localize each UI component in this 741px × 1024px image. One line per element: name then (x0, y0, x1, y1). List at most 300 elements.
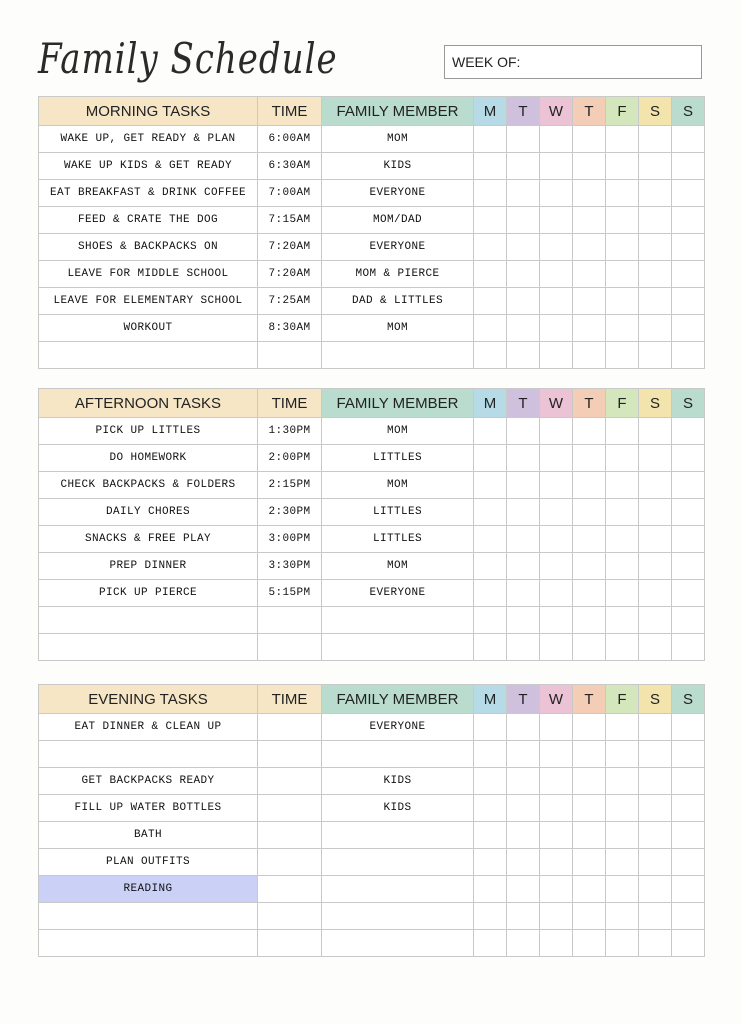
checkbox-sunday[interactable] (672, 499, 705, 526)
checkbox-wednesday[interactable] (540, 634, 573, 661)
checkbox-thursday[interactable] (573, 234, 606, 261)
family-member-column-header: FAMILY MEMBER (322, 685, 474, 714)
checkbox-wednesday[interactable] (540, 288, 573, 315)
checkbox-thursday[interactable] (573, 315, 606, 342)
member-cell[interactable]: LITTLES (322, 445, 474, 472)
checkbox-thursday[interactable] (573, 822, 606, 849)
checkbox-sunday[interactable] (672, 234, 705, 261)
checkbox-wednesday[interactable] (540, 234, 573, 261)
time-cell[interactable]: 2:00PM (258, 445, 322, 472)
day-header-thursday: T (573, 685, 606, 714)
time-cell[interactable]: 5:15PM (258, 580, 322, 607)
checkbox-wednesday[interactable] (540, 526, 573, 553)
checkbox-monday[interactable] (474, 499, 507, 526)
checkbox-friday[interactable] (606, 234, 639, 261)
checkbox-sunday[interactable] (672, 930, 705, 957)
time-cell[interactable]: 1:30PM (258, 418, 322, 445)
checkbox-monday[interactable] (474, 288, 507, 315)
week-of-field[interactable] (444, 45, 702, 79)
checkbox-saturday[interactable] (639, 234, 672, 261)
member-cell[interactable]: KIDS (322, 153, 474, 180)
time-cell[interactable]: 6:00AM (258, 126, 322, 153)
checkbox-monday[interactable] (474, 607, 507, 634)
task-row (39, 553, 705, 580)
checkbox-sunday[interactable] (672, 342, 705, 369)
checkbox-tuesday[interactable] (507, 472, 540, 499)
checkbox-thursday[interactable] (573, 126, 606, 153)
task-row (39, 634, 705, 661)
checkbox-sunday[interactable] (672, 607, 705, 634)
task-cell[interactable]: READING (39, 876, 258, 903)
member-cell[interactable]: EVERYONE (322, 180, 474, 207)
time-cell[interactable] (258, 342, 322, 369)
family-member-column-header: FAMILY MEMBER (322, 389, 474, 418)
task-cell[interactable]: PREP DINNER (39, 553, 258, 580)
checkbox-tuesday[interactable] (507, 288, 540, 315)
afternoon-tasks-table (38, 388, 705, 661)
member-cell[interactable]: EVERYONE (322, 714, 474, 741)
checkbox-thursday[interactable] (573, 153, 606, 180)
checkbox-tuesday[interactable] (507, 445, 540, 472)
task-cell[interactable]: BATH (39, 822, 258, 849)
checkbox-saturday[interactable] (639, 288, 672, 315)
checkbox-friday[interactable] (606, 822, 639, 849)
checkbox-friday[interactable] (606, 526, 639, 553)
checkbox-tuesday[interactable] (507, 795, 540, 822)
task-row (39, 526, 705, 553)
task-cell[interactable]: DAILY CHORES (39, 499, 258, 526)
member-cell[interactable] (322, 930, 474, 957)
checkbox-monday[interactable] (474, 234, 507, 261)
checkbox-wednesday[interactable] (540, 580, 573, 607)
checkbox-monday[interactable] (474, 714, 507, 741)
checkbox-saturday[interactable] (639, 903, 672, 930)
checkbox-saturday[interactable] (639, 553, 672, 580)
member-cell[interactable]: LITTLES (322, 499, 474, 526)
task-cell[interactable]: FEED & CRATE THE DOG (39, 207, 258, 234)
checkbox-friday[interactable] (606, 876, 639, 903)
time-cell[interactable] (258, 876, 322, 903)
morning-heading: MORNING TASKS (39, 97, 258, 126)
checkbox-tuesday[interactable] (507, 418, 540, 445)
task-cell[interactable] (39, 607, 258, 634)
member-cell[interactable]: DAD & LITTLES (322, 288, 474, 315)
checkbox-friday[interactable] (606, 418, 639, 445)
checkbox-thursday[interactable] (573, 180, 606, 207)
checkbox-wednesday[interactable] (540, 418, 573, 445)
checkbox-monday[interactable] (474, 153, 507, 180)
checkbox-friday[interactable] (606, 741, 639, 768)
checkbox-monday[interactable] (474, 315, 507, 342)
time-cell[interactable]: 7:25AM (258, 288, 322, 315)
task-cell[interactable]: DO HOMEWORK (39, 445, 258, 472)
checkbox-friday[interactable] (606, 553, 639, 580)
checkbox-saturday[interactable] (639, 472, 672, 499)
checkbox-saturday[interactable] (639, 207, 672, 234)
task-cell[interactable]: PICK UP LITTLES (39, 418, 258, 445)
checkbox-friday[interactable] (606, 315, 639, 342)
task-cell[interactable] (39, 342, 258, 369)
member-cell[interactable]: EVERYONE (322, 234, 474, 261)
checkbox-saturday[interactable] (639, 526, 672, 553)
checkbox-friday[interactable] (606, 768, 639, 795)
checkbox-saturday[interactable] (639, 714, 672, 741)
checkbox-thursday[interactable] (573, 445, 606, 472)
checkbox-friday[interactable] (606, 903, 639, 930)
checkbox-saturday[interactable] (639, 634, 672, 661)
checkbox-monday[interactable] (474, 768, 507, 795)
checkbox-sunday[interactable] (672, 418, 705, 445)
checkbox-sunday[interactable] (672, 903, 705, 930)
checkbox-friday[interactable] (606, 634, 639, 661)
checkbox-saturday[interactable] (639, 741, 672, 768)
checkbox-sunday[interactable] (672, 822, 705, 849)
task-cell[interactable]: PLAN OUTFITS (39, 849, 258, 876)
checkbox-thursday[interactable] (573, 342, 606, 369)
checkbox-thursday[interactable] (573, 876, 606, 903)
checkbox-sunday[interactable] (672, 445, 705, 472)
member-cell[interactable] (322, 876, 474, 903)
checkbox-saturday[interactable] (639, 580, 672, 607)
checkbox-tuesday[interactable] (507, 607, 540, 634)
checkbox-sunday[interactable] (672, 288, 705, 315)
checkbox-tuesday[interactable] (507, 714, 540, 741)
checkbox-friday[interactable] (606, 930, 639, 957)
checkbox-friday[interactable] (606, 445, 639, 472)
checkbox-monday[interactable] (474, 445, 507, 472)
checkbox-tuesday[interactable] (507, 526, 540, 553)
checkbox-thursday[interactable] (573, 288, 606, 315)
checkbox-wednesday[interactable] (540, 261, 573, 288)
time-cell[interactable]: 7:20AM (258, 261, 322, 288)
checkbox-monday[interactable] (474, 822, 507, 849)
checkbox-wednesday[interactable] (540, 445, 573, 472)
task-row (39, 714, 705, 741)
checkbox-friday[interactable] (606, 472, 639, 499)
checkbox-wednesday[interactable] (540, 876, 573, 903)
member-cell[interactable] (322, 634, 474, 661)
task-row (39, 930, 705, 957)
member-cell[interactable]: LITTLES (322, 526, 474, 553)
evening-tasks-table (38, 684, 705, 957)
time-cell[interactable]: 2:15PM (258, 472, 322, 499)
checkbox-tuesday[interactable] (507, 930, 540, 957)
checkbox-thursday[interactable] (573, 768, 606, 795)
checkbox-tuesday[interactable] (507, 207, 540, 234)
checkbox-wednesday[interactable] (540, 849, 573, 876)
checkbox-thursday[interactable] (573, 207, 606, 234)
checkbox-sunday[interactable] (672, 849, 705, 876)
checkbox-wednesday[interactable] (540, 903, 573, 930)
task-cell[interactable]: SHOES & BACKPACKS ON (39, 234, 258, 261)
time-cell[interactable]: 6:30AM (258, 153, 322, 180)
task-cell[interactable]: LEAVE FOR ELEMENTARY SCHOOL (39, 288, 258, 315)
checkbox-friday[interactable] (606, 126, 639, 153)
checkbox-tuesday[interactable] (507, 153, 540, 180)
time-cell[interactable] (258, 714, 322, 741)
checkbox-saturday[interactable] (639, 342, 672, 369)
task-cell[interactable]: CHECK BACKPACKS & FOLDERS (39, 472, 258, 499)
checkbox-tuesday[interactable] (507, 180, 540, 207)
member-cell[interactable]: MOM (322, 315, 474, 342)
checkbox-wednesday[interactable] (540, 741, 573, 768)
evening-heading: EVENING TASKS (39, 685, 258, 714)
checkbox-monday[interactable] (474, 472, 507, 499)
checkbox-thursday[interactable] (573, 607, 606, 634)
checkbox-sunday[interactable] (672, 768, 705, 795)
checkbox-thursday[interactable] (573, 261, 606, 288)
checkbox-saturday[interactable] (639, 822, 672, 849)
checkbox-sunday[interactable] (672, 526, 705, 553)
checkbox-friday[interactable] (606, 607, 639, 634)
checkbox-monday[interactable] (474, 795, 507, 822)
checkbox-saturday[interactable] (639, 849, 672, 876)
time-cell[interactable]: 2:30PM (258, 499, 322, 526)
checkbox-monday[interactable] (474, 849, 507, 876)
checkbox-monday[interactable] (474, 207, 507, 234)
checkbox-saturday[interactable] (639, 126, 672, 153)
time-cell[interactable] (258, 768, 322, 795)
task-row (39, 180, 705, 207)
checkbox-wednesday[interactable] (540, 930, 573, 957)
task-cell[interactable]: EAT BREAKFAST & DRINK COFFEE (39, 180, 258, 207)
checkbox-tuesday[interactable] (507, 768, 540, 795)
task-cell[interactable] (39, 741, 258, 768)
checkbox-friday[interactable] (606, 342, 639, 369)
time-cell[interactable] (258, 822, 322, 849)
checkbox-sunday[interactable] (672, 315, 705, 342)
checkbox-saturday[interactable] (639, 153, 672, 180)
member-cell[interactable] (322, 903, 474, 930)
checkbox-friday[interactable] (606, 499, 639, 526)
member-cell[interactable] (322, 849, 474, 876)
checkbox-wednesday[interactable] (540, 342, 573, 369)
checkbox-thursday[interactable] (573, 499, 606, 526)
afternoon-heading: AFTERNOON TASKS (39, 389, 258, 418)
checkbox-tuesday[interactable] (507, 634, 540, 661)
checkbox-friday[interactable] (606, 153, 639, 180)
checkbox-sunday[interactable] (672, 261, 705, 288)
checkbox-monday[interactable] (474, 180, 507, 207)
checkbox-sunday[interactable] (672, 876, 705, 903)
time-cell[interactable] (258, 849, 322, 876)
member-cell[interactable]: MOM/DAD (322, 207, 474, 234)
time-cell[interactable] (258, 741, 322, 768)
day-header-tuesday: T (507, 389, 540, 418)
task-row (39, 499, 705, 526)
checkbox-sunday[interactable] (672, 153, 705, 180)
checkbox-wednesday[interactable] (540, 153, 573, 180)
checkbox-wednesday[interactable] (540, 180, 573, 207)
checkbox-thursday[interactable] (573, 795, 606, 822)
checkbox-monday[interactable] (474, 741, 507, 768)
time-cell[interactable]: 7:00AM (258, 180, 322, 207)
checkbox-monday[interactable] (474, 526, 507, 553)
checkbox-saturday[interactable] (639, 795, 672, 822)
checkbox-sunday[interactable] (672, 472, 705, 499)
member-cell[interactable]: MOM (322, 553, 474, 580)
task-row (39, 315, 705, 342)
member-cell[interactable]: MOM (322, 418, 474, 445)
checkbox-tuesday[interactable] (507, 499, 540, 526)
member-cell[interactable]: MOM (322, 472, 474, 499)
time-column-header: TIME (258, 97, 322, 126)
checkbox-friday[interactable] (606, 795, 639, 822)
task-cell[interactable] (39, 930, 258, 957)
checkbox-sunday[interactable] (672, 580, 705, 607)
member-cell[interactable] (322, 741, 474, 768)
checkbox-monday[interactable] (474, 126, 507, 153)
checkbox-friday[interactable] (606, 180, 639, 207)
checkbox-sunday[interactable] (672, 180, 705, 207)
checkbox-thursday[interactable] (573, 472, 606, 499)
checkbox-wednesday[interactable] (540, 607, 573, 634)
checkbox-friday[interactable] (606, 207, 639, 234)
checkbox-saturday[interactable] (639, 418, 672, 445)
checkbox-monday[interactable] (474, 261, 507, 288)
task-cell[interactable]: WAKE UP KIDS & GET READY (39, 153, 258, 180)
checkbox-sunday[interactable] (672, 553, 705, 580)
task-cell[interactable] (39, 903, 258, 930)
checkbox-saturday[interactable] (639, 499, 672, 526)
task-row (39, 903, 705, 930)
task-cell[interactable]: FILL UP WATER BOTTLES (39, 795, 258, 822)
time-cell[interactable]: 8:30AM (258, 315, 322, 342)
checkbox-saturday[interactable] (639, 768, 672, 795)
checkbox-sunday[interactable] (672, 207, 705, 234)
checkbox-friday[interactable] (606, 261, 639, 288)
checkbox-friday[interactable] (606, 849, 639, 876)
checkbox-sunday[interactable] (672, 795, 705, 822)
checkbox-wednesday[interactable] (540, 795, 573, 822)
checkbox-tuesday[interactable] (507, 261, 540, 288)
checkbox-thursday[interactable] (573, 580, 606, 607)
task-cell[interactable]: PICK UP PIERCE (39, 580, 258, 607)
checkbox-thursday[interactable] (573, 714, 606, 741)
checkbox-saturday[interactable] (639, 180, 672, 207)
checkbox-tuesday[interactable] (507, 876, 540, 903)
checkbox-wednesday[interactable] (540, 207, 573, 234)
day-header-saturday: S (639, 389, 672, 418)
time-column-header: TIME (258, 389, 322, 418)
time-cell[interactable] (258, 795, 322, 822)
checkbox-thursday[interactable] (573, 418, 606, 445)
checkbox-wednesday[interactable] (540, 768, 573, 795)
task-row (39, 288, 705, 315)
checkbox-monday[interactable] (474, 580, 507, 607)
checkbox-thursday[interactable] (573, 553, 606, 580)
task-cell[interactable]: WAKE UP, GET READY & PLAN (39, 126, 258, 153)
task-cell[interactable]: EAT DINNER & CLEAN UP (39, 714, 258, 741)
checkbox-tuesday[interactable] (507, 234, 540, 261)
day-header-sunday: S (672, 97, 705, 126)
task-cell[interactable]: GET BACKPACKS READY (39, 768, 258, 795)
checkbox-monday[interactable] (474, 553, 507, 580)
time-cell[interactable]: 3:00PM (258, 526, 322, 553)
member-cell[interactable]: KIDS (322, 795, 474, 822)
checkbox-friday[interactable] (606, 580, 639, 607)
checkbox-tuesday[interactable] (507, 903, 540, 930)
checkbox-tuesday[interactable] (507, 342, 540, 369)
member-cell[interactable]: MOM & PIERCE (322, 261, 474, 288)
checkbox-tuesday[interactable] (507, 315, 540, 342)
time-cell[interactable]: 7:15AM (258, 207, 322, 234)
task-row (39, 472, 705, 499)
checkbox-tuesday[interactable] (507, 126, 540, 153)
task-cell[interactable]: SNACKS & FREE PLAY (39, 526, 258, 553)
member-cell[interactable] (322, 607, 474, 634)
checkbox-saturday[interactable] (639, 930, 672, 957)
checkbox-monday[interactable] (474, 930, 507, 957)
task-cell[interactable]: WORKOUT (39, 315, 258, 342)
checkbox-saturday[interactable] (639, 315, 672, 342)
day-header-wednesday: W (540, 389, 573, 418)
time-cell[interactable] (258, 903, 322, 930)
checkbox-wednesday[interactable] (540, 472, 573, 499)
member-cell[interactable]: KIDS (322, 768, 474, 795)
checkbox-monday[interactable] (474, 342, 507, 369)
checkbox-sunday[interactable] (672, 741, 705, 768)
checkbox-friday[interactable] (606, 714, 639, 741)
checkbox-tuesday[interactable] (507, 580, 540, 607)
checkbox-thursday[interactable] (573, 930, 606, 957)
time-cell[interactable] (258, 930, 322, 957)
day-header-wednesday: W (540, 97, 573, 126)
checkbox-wednesday[interactable] (540, 315, 573, 342)
time-cell[interactable] (258, 607, 322, 634)
page-title: Family Schedule (38, 34, 338, 84)
task-cell[interactable]: LEAVE FOR MIDDLE SCHOOL (39, 261, 258, 288)
checkbox-sunday[interactable] (672, 634, 705, 661)
checkbox-thursday[interactable] (573, 634, 606, 661)
checkbox-tuesday[interactable] (507, 741, 540, 768)
checkbox-wednesday[interactable] (540, 714, 573, 741)
checkbox-saturday[interactable] (639, 607, 672, 634)
checkbox-wednesday[interactable] (540, 499, 573, 526)
checkbox-thursday[interactable] (573, 903, 606, 930)
member-cell[interactable] (322, 822, 474, 849)
checkbox-thursday[interactable] (573, 849, 606, 876)
checkbox-wednesday[interactable] (540, 553, 573, 580)
checkbox-monday[interactable] (474, 903, 507, 930)
checkbox-friday[interactable] (606, 288, 639, 315)
checkbox-wednesday[interactable] (540, 822, 573, 849)
day-header-saturday: S (639, 97, 672, 126)
checkbox-tuesday[interactable] (507, 849, 540, 876)
checkbox-sunday[interactable] (672, 126, 705, 153)
checkbox-saturday[interactable] (639, 876, 672, 903)
member-cell[interactable] (322, 342, 474, 369)
member-cell[interactable]: EVERYONE (322, 580, 474, 607)
time-cell[interactable]: 7:20AM (258, 234, 322, 261)
checkbox-tuesday[interactable] (507, 822, 540, 849)
checkbox-wednesday[interactable] (540, 126, 573, 153)
member-cell[interactable]: MOM (322, 126, 474, 153)
checkbox-monday[interactable] (474, 418, 507, 445)
task-cell[interactable] (39, 634, 258, 661)
checkbox-monday[interactable] (474, 876, 507, 903)
checkbox-thursday[interactable] (573, 741, 606, 768)
time-cell[interactable] (258, 634, 322, 661)
checkbox-saturday[interactable] (639, 261, 672, 288)
time-cell[interactable]: 3:30PM (258, 553, 322, 580)
checkbox-sunday[interactable] (672, 714, 705, 741)
checkbox-saturday[interactable] (639, 445, 672, 472)
task-row (39, 418, 705, 445)
checkbox-tuesday[interactable] (507, 553, 540, 580)
checkbox-monday[interactable] (474, 634, 507, 661)
checkbox-thursday[interactable] (573, 526, 606, 553)
